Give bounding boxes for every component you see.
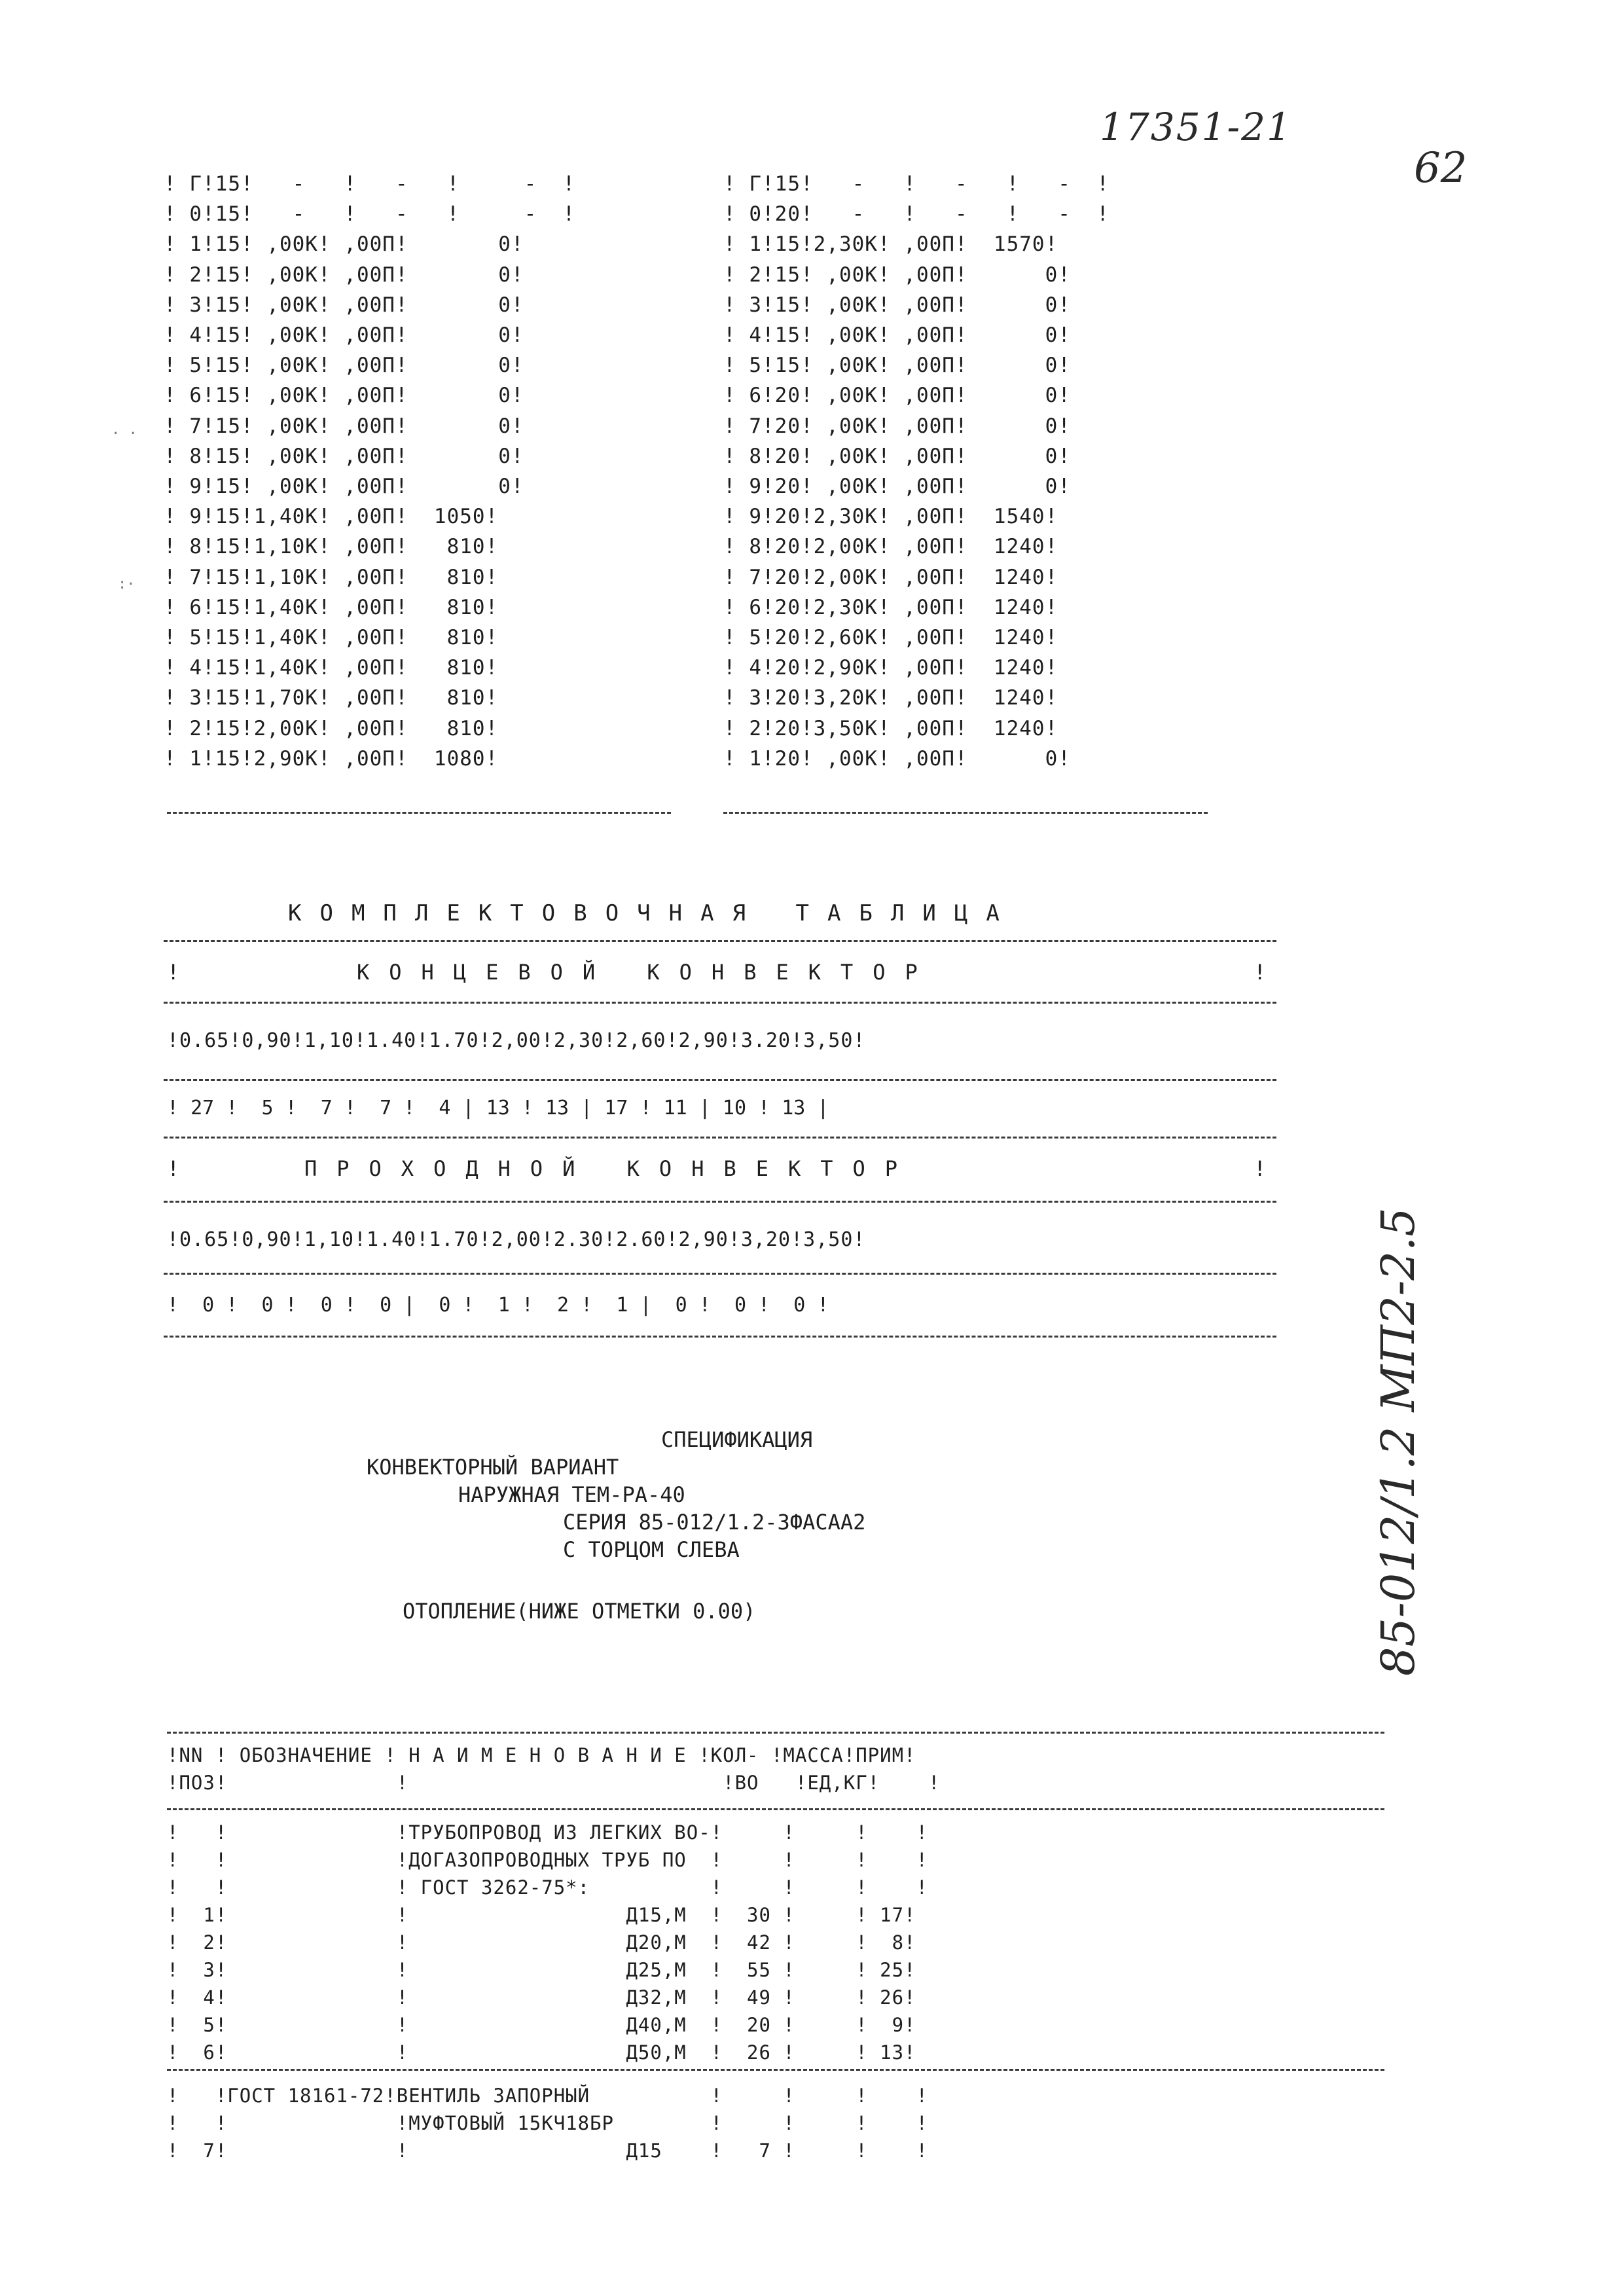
table-row: ! 2!15!2,00К! ,00П! 810! xyxy=(164,716,499,740)
table-row: ! ! !ТРУБОПРОВОД ИЗ ЛЕГКИХ ВО-! ! ! ! xyxy=(167,1821,928,1844)
table-row: ! 3! ! Д25,М ! 55 ! ! 25! xyxy=(167,1959,916,1981)
table-row: ! 6! ! Д50,М ! 26 ! ! 13! xyxy=(167,2041,916,2064)
rule xyxy=(164,1002,1276,1004)
table-row: ! 8!15! ,00К! ,00П! 0! xyxy=(164,444,524,468)
table-row: ! 7!15! ,00К! ,00П! 0! xyxy=(164,414,524,438)
spec-header-row: !NN ! ОБОЗНАЧЕНИЕ ! Н А И М Е Н О В А Н И Е !КОЛ- !МАССА!ПРИМ! xyxy=(167,1744,916,1766)
scan-dots: :· xyxy=(118,576,135,592)
rule xyxy=(164,940,1276,942)
table-row: ! 1!15!2,30К! ,00П! 1570! xyxy=(723,232,1058,257)
spec-table-group1 xyxy=(167,1819,928,2066)
table-row: ! 2!15! ,00К! ,00П! 0! xyxy=(164,263,524,287)
spec-table-group2 xyxy=(167,2082,928,2164)
table-row: ! 3!15! ,00К! ,00П! 0! xyxy=(164,293,524,317)
handwritten-page-number: 62 xyxy=(1414,144,1468,192)
handwritten-doc-number: 17351-21 xyxy=(1100,105,1292,149)
table-row: ! 2! ! Д20,М ! 42 ! ! 8! xyxy=(167,1931,916,1954)
table-row: ! 6!20!2,30К! ,00П! 1240! xyxy=(723,595,1058,619)
spec-title: СПЕЦИФИКАЦИЯ xyxy=(661,1427,813,1452)
table-row: ! 3!20!3,20К! ,00П! 1240! xyxy=(723,686,1058,710)
table-row: ! 4!15!1,40К! ,00П! 810! xyxy=(164,656,499,680)
table-row: ! 4!15! ,00К! ,00П! 0! xyxy=(164,323,524,348)
komplekt-pass-counts: ! 0 ! 0 ! 0 ! 0 | 0 ! 1 ! 2 ! 1 | 0 ! 0 ! 0 ! xyxy=(167,1294,829,1317)
table-row: ! 5!20!2,60К! ,00П! 1240! xyxy=(723,626,1058,650)
table-row: ! 9!20!2,30К! ,00П! 1540! xyxy=(723,505,1058,529)
table-row: ! ! !ДОГАЗОПРОВОДНЫХ ТРУБ ПО ! ! ! ! xyxy=(167,1849,928,1871)
table-row: ! 2!20!3,50К! ,00П! 1240! xyxy=(723,716,1058,740)
table-row: ! 0!20! - ! - ! - ! xyxy=(723,202,1110,227)
table-row: ! 9!20! ,00К! ,00П! 0! xyxy=(723,475,1071,499)
rule xyxy=(167,1732,1384,1734)
table-row: ! 5! ! Д40,М ! 20 ! ! 9! xyxy=(167,2014,916,2036)
rule xyxy=(164,1079,1276,1081)
table-row: ! 6!20! ,00К! ,00П! 0! xyxy=(723,384,1071,408)
spec-section: ОТОПЛЕНИЕ(НИЖЕ ОТМЕТКИ 0.00) xyxy=(403,1599,756,1624)
table-row: ! 8!20!2,00К! ,00П! 1240! xyxy=(723,535,1058,559)
table-row: ! 3!15! ,00К! ,00П! 0! xyxy=(723,293,1071,317)
table-row: ! 9!15! ,00К! ,00П! 0! xyxy=(164,475,524,499)
table-row: ! 6!15! ,00К! ,00П! 0! xyxy=(164,384,524,408)
table-row: ! 7! ! Д15 ! 7 ! ! ! xyxy=(167,2140,928,2162)
table-row: ! 5!15! ,00К! ,00П! 0! xyxy=(164,354,524,378)
table-row: ! 4! ! Д32,М ! 49 ! ! 26! xyxy=(167,1986,916,2009)
table-row: ! 7!20! ,00К! ,00П! 0! xyxy=(723,414,1071,438)
komplekt-pass-header: ! ПРОХОДНОЙ КОНВЕКТОР ! xyxy=(167,1156,1267,1181)
table-row: ! 8!20! ,00К! ,00П! 0! xyxy=(723,444,1071,468)
komplekt-end-header: ! КОНЦЕВОЙ КОНВЕКТОР ! xyxy=(167,960,1267,985)
table-row: ! 4!20!2,90К! ,00П! 1240! xyxy=(723,656,1058,680)
table-row: ! 0!15! - ! - ! - ! xyxy=(164,202,576,227)
spec-table-header xyxy=(167,1741,940,1796)
komplekt-end-counts: ! 27 ! 5 ! 7 ! 7 ! 4 | 13 ! 13 | 17 ! 11 | 10 ! 13 | xyxy=(167,1097,829,1120)
table-row: ! 1!20! ,00К! ,00П! 0! xyxy=(723,746,1071,771)
rule xyxy=(164,1201,1276,1203)
table-row: ! ! ! ГОСТ 3262-75*: ! ! ! ! xyxy=(167,1876,928,1899)
spec-line4: С ТОРЦОМ СЛЕВА xyxy=(563,1537,740,1562)
table-row: ! 9!15!1,40К! ,00П! 1050! xyxy=(164,505,499,529)
top-table-right xyxy=(723,169,1110,774)
table-row: ! 7!15!1,10К! ,00П! 810! xyxy=(164,565,499,589)
table-row: ! 1!15! ,00К! ,00П! 0! xyxy=(164,232,524,257)
top-table-left xyxy=(164,169,575,774)
table-row: ! 5!15! ,00К! ,00П! 0! xyxy=(723,354,1071,378)
top-table-right-rule xyxy=(723,812,1208,814)
spec-header-row: !ПОЗ! ! !ВО !ЕД,КГ! ! xyxy=(167,1772,941,1794)
table-row: ! Г!15! - ! - ! - ! xyxy=(723,172,1110,196)
spec-line3: СЕРИЯ 85-012/1.2-3ФАСАА2 xyxy=(563,1510,866,1535)
rule xyxy=(164,1137,1276,1139)
komplekt-title: КОМПЛЕКТОВОЧНАЯ ТАБЛИЦА xyxy=(288,900,1018,926)
rule xyxy=(167,2069,1384,2071)
komplekt-sizes-row: !0.65!0,90!1,10!1.40!1.70!2,00!2,30!2,60!2,90!3.20!3,50! xyxy=(167,1029,866,1052)
komplekt-sizes-row-2: !0.65!0,90!1,10!1.40!1.70!2,00!2.30!2.60!2,90!3,20!3,50! xyxy=(167,1228,866,1251)
top-table-left-rule xyxy=(167,812,671,814)
scan-dots: · · xyxy=(111,426,137,442)
spec-line1: КОНВЕКТОРНЫЙ ВАРИАНТ xyxy=(367,1455,619,1480)
table-row: ! 2!15! ,00К! ,00П! 0! xyxy=(723,263,1071,287)
table-row: ! 1!15!2,90К! ,00П! 1080! xyxy=(164,746,499,771)
table-row: ! !ГОСТ 18161-72!ВЕНТИЛЬ ЗАПОРНЫЙ ! ! ! ! xyxy=(167,2085,928,2107)
table-row: ! Г!15! - ! - ! - ! xyxy=(164,172,576,196)
table-row: ! 7!20!2,00К! ,00П! 1240! xyxy=(723,565,1058,589)
table-row: ! 8!15!1,10К! ,00П! 810! xyxy=(164,535,499,559)
rule xyxy=(167,1808,1384,1810)
table-row: ! 4!15! ,00К! ,00П! 0! xyxy=(723,323,1071,348)
table-row: ! 5!15!1,40К! ,00П! 810! xyxy=(164,626,499,650)
handwritten-side-code: 85-012/1.2 МП2-2.5 xyxy=(1371,1207,1425,1676)
rule xyxy=(164,1273,1276,1275)
table-row: ! ! !МУФТОВЫЙ 15КЧ18БР ! ! ! ! xyxy=(167,2112,928,2134)
rule xyxy=(164,1336,1276,1338)
spec-line2: НАРУЖНАЯ ТЕМ-РА-40 xyxy=(458,1482,685,1507)
table-row: ! 6!15!1,40К! ,00П! 810! xyxy=(164,595,499,619)
table-row: ! 1! ! Д15,М ! 30 ! ! 17! xyxy=(167,1904,916,1926)
table-row: ! 3!15!1,70К! ,00П! 810! xyxy=(164,686,499,710)
